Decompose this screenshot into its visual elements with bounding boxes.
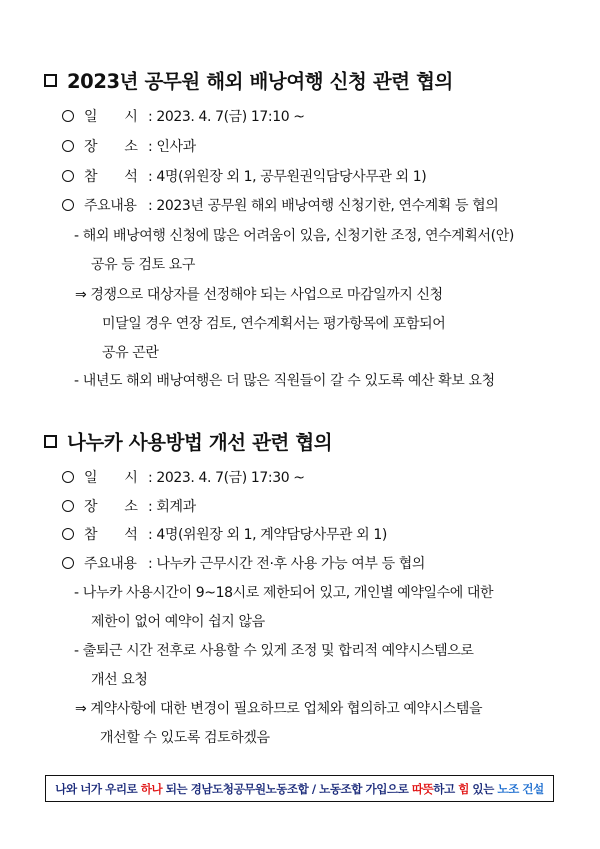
content-value: : 2023년 공무원 해외 배낭여행 신청기한, 연수계획 등 협의 (148, 198, 499, 214)
section2-item: 제한이 없어 예약이 쉽지 않음 (91, 614, 265, 630)
section1-item: 미달일 경우 연장 검토, 연수계획서는 평가항목에 포함되어 (102, 316, 446, 332)
section1-item: 공유 등 검토 요구 (91, 257, 196, 273)
section2-item: - 나누카 사용시간이 9~18시로 제한되어 있고, 개인별 예약일수에 대한 (74, 585, 494, 601)
slogan-highlight: 노조 건설 (497, 781, 544, 796)
section1-attendees-row (84, 166, 426, 186)
section2-content-row (84, 553, 425, 573)
section1-place-row (84, 136, 196, 156)
checkbox-square-icon (44, 435, 57, 448)
section1-item: - 내년도 해외 배낭여행은 더 많은 직원들이 갈 수 있도록 예산 확보 요청 (74, 373, 495, 389)
slogan-part: 나와 너가 우리로 (55, 781, 141, 796)
place-value: : 회계과 (148, 499, 196, 515)
section2-title-text: 나누카 사용방법 개선 관련 협의 (67, 431, 333, 454)
footer-slogan-banner (45, 775, 554, 802)
date-value: : 2023. 4. 7(금) 17:10 ~ (148, 109, 305, 125)
section1-date-row (84, 106, 305, 126)
section1-item: - 해외 배낭여행 신청에 많은 어려움이 있음, 신청기한 조정, 연수계획서(안) (74, 228, 514, 244)
circle-bullet-icon (62, 500, 74, 512)
circle-bullet-icon (62, 110, 74, 122)
place-label: 장 소 (84, 499, 138, 515)
circle-bullet-icon (62, 170, 74, 182)
section1-title (44, 66, 453, 94)
attendees-value: : 4명(위원장 외 1, 계약담당사무관 외 1) (148, 527, 387, 543)
slogan-part: 하고 (433, 781, 459, 796)
section2-place-row (84, 496, 196, 516)
content-label: 주요내용 (84, 556, 137, 572)
attendees-label: 참 석 (84, 169, 138, 185)
section2-item: 개선할 수 있도록 검토하겠음 (100, 730, 270, 746)
content-label: 주요내용 (84, 198, 137, 214)
date-label: 일 시 (84, 470, 138, 486)
circle-bullet-icon (62, 140, 74, 152)
circle-bullet-icon (62, 557, 74, 569)
section1-item: ⇒ 경쟁으로 대상자를 선정해야 되는 사업으로 마감일까지 신청 (75, 287, 443, 303)
slogan-highlight: 따뜻 (411, 781, 434, 796)
slogan-part: 있는 (468, 781, 498, 796)
section2-item: ⇒ 계약사항에 대한 변경이 필요하므로 업체와 협의하고 예약시스템을 (75, 701, 483, 717)
slogan-highlight: 힘 (458, 781, 469, 796)
slogan-highlight: 하나 (140, 781, 163, 796)
section1-content-row (84, 195, 498, 215)
section2-date-row (84, 467, 305, 487)
section2-item: 개선 요청 (91, 672, 148, 688)
circle-bullet-icon (62, 199, 74, 211)
content-value: : 나누카 근무시간 전·후 사용 가능 여부 등 협의 (148, 556, 425, 572)
circle-bullet-icon (62, 528, 74, 540)
circle-bullet-icon (62, 471, 74, 483)
date-label: 일 시 (84, 109, 138, 125)
section1-title-text: 2023년 공무원 해외 배낭여행 신청 관련 협의 (67, 70, 453, 93)
section2-item: - 출퇴근 시간 전후로 사용할 수 있게 조정 및 합리적 예약시스템으로 (74, 643, 474, 659)
attendees-label: 참 석 (84, 527, 138, 543)
place-label: 장 소 (84, 139, 138, 155)
checkbox-square-icon (44, 74, 57, 87)
attendees-value: : 4명(위원장 외 1, 공무원권익담당사무관 외 1) (148, 169, 427, 185)
section2-title (44, 427, 332, 455)
date-value: : 2023. 4. 7(금) 17:30 ~ (148, 470, 305, 486)
section1-item: 공유 곤란 (102, 345, 159, 361)
slogan-part: 되는 경남도청공무원노동조합 / 노동조합 가입으로 (162, 781, 412, 796)
place-value: : 인사과 (148, 139, 196, 155)
section2-attendees-row (84, 524, 387, 544)
